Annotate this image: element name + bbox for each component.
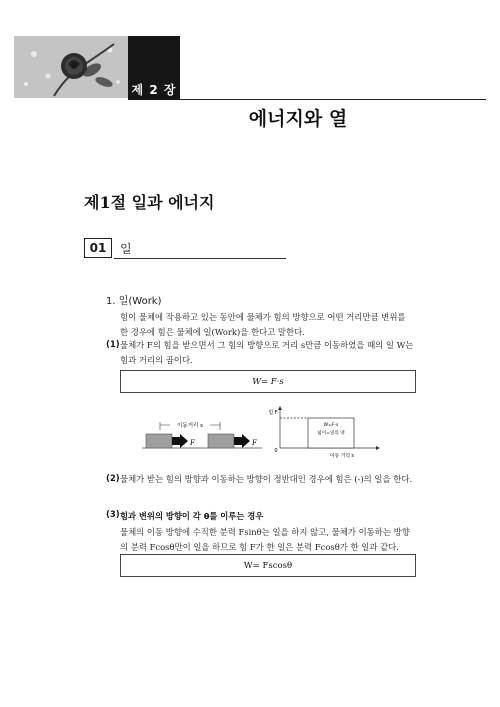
graph-origin: 0 xyxy=(274,448,278,454)
work-diagram xyxy=(120,404,400,480)
item-1-text: 물체가 F의 힘을 받으면서 그 힘의 방향으로 거리 s만큼 이동하였을 때의 일 W는 힘과 거리의 곱이다. xyxy=(120,340,414,365)
rose-image xyxy=(14,36,128,98)
section-title: 제1절 일과 에너지 xyxy=(84,193,215,212)
item-3-text: 물체의 이동 방향에 수직한 분력 Fsinθ는 일을 하지 않고, 물체가 이동하는 방향의 분력 Fcosθ만이 일을 하므로 힘 F가 한 일은 분력 Fcosθ가 한 일과 같다. xyxy=(120,527,410,552)
chapter-cover-photo xyxy=(14,36,128,98)
force-label-1: F xyxy=(190,439,195,447)
header-divider xyxy=(180,99,486,100)
block-start xyxy=(146,434,172,448)
force-arrow-1 xyxy=(172,434,188,448)
chapter-title: 에너지와 열 xyxy=(248,108,348,130)
formula-work-angle xyxy=(120,554,416,577)
chapter-label: 제 2 장 xyxy=(128,78,180,100)
graph-box-area: 넓이=일의 양 xyxy=(317,431,345,436)
graph-x-label: 이동 거리 s xyxy=(329,454,355,459)
heading-work: 1. 일(Work) xyxy=(106,296,162,307)
formula-work-angle-text: W= Fscosθ xyxy=(243,560,293,571)
subsection-divider xyxy=(114,258,286,259)
graph-box-formula: W=F·s xyxy=(323,423,339,428)
item-2-text: 물체가 받는 힘의 방향과 이동하는 방향이 정반대인 경우에 힘은 (-)의 일을 한다. xyxy=(120,474,413,484)
item-1-number: (1) xyxy=(106,340,120,350)
subsection-title: 일 xyxy=(120,242,132,256)
item-3-number: (3) xyxy=(106,510,120,520)
formula-work-text: W= F·s xyxy=(252,376,284,387)
graph-y-label: 힘 F xyxy=(268,410,278,416)
chapter-band xyxy=(128,36,180,82)
distance-label: 이동거리 s xyxy=(177,423,203,429)
block-end xyxy=(208,434,234,448)
item-3-heading: 힘과 변위의 방향이 각 θ를 이루는 경우 xyxy=(120,511,264,521)
subsection-number: 01 xyxy=(84,238,112,258)
formula-work xyxy=(120,370,416,393)
item-2-number: (2) xyxy=(106,474,120,484)
intro-paragraph: 힘이 물체에 작용하고 있는 동안에 물체가 힘의 방향으로 어떤 거리만큼 변위를 한 경우에 힘은 물체에 일(Work)을 한다고 말한다. xyxy=(120,312,406,337)
force-arrow-2 xyxy=(234,434,250,448)
force-label-2: F xyxy=(252,439,257,447)
